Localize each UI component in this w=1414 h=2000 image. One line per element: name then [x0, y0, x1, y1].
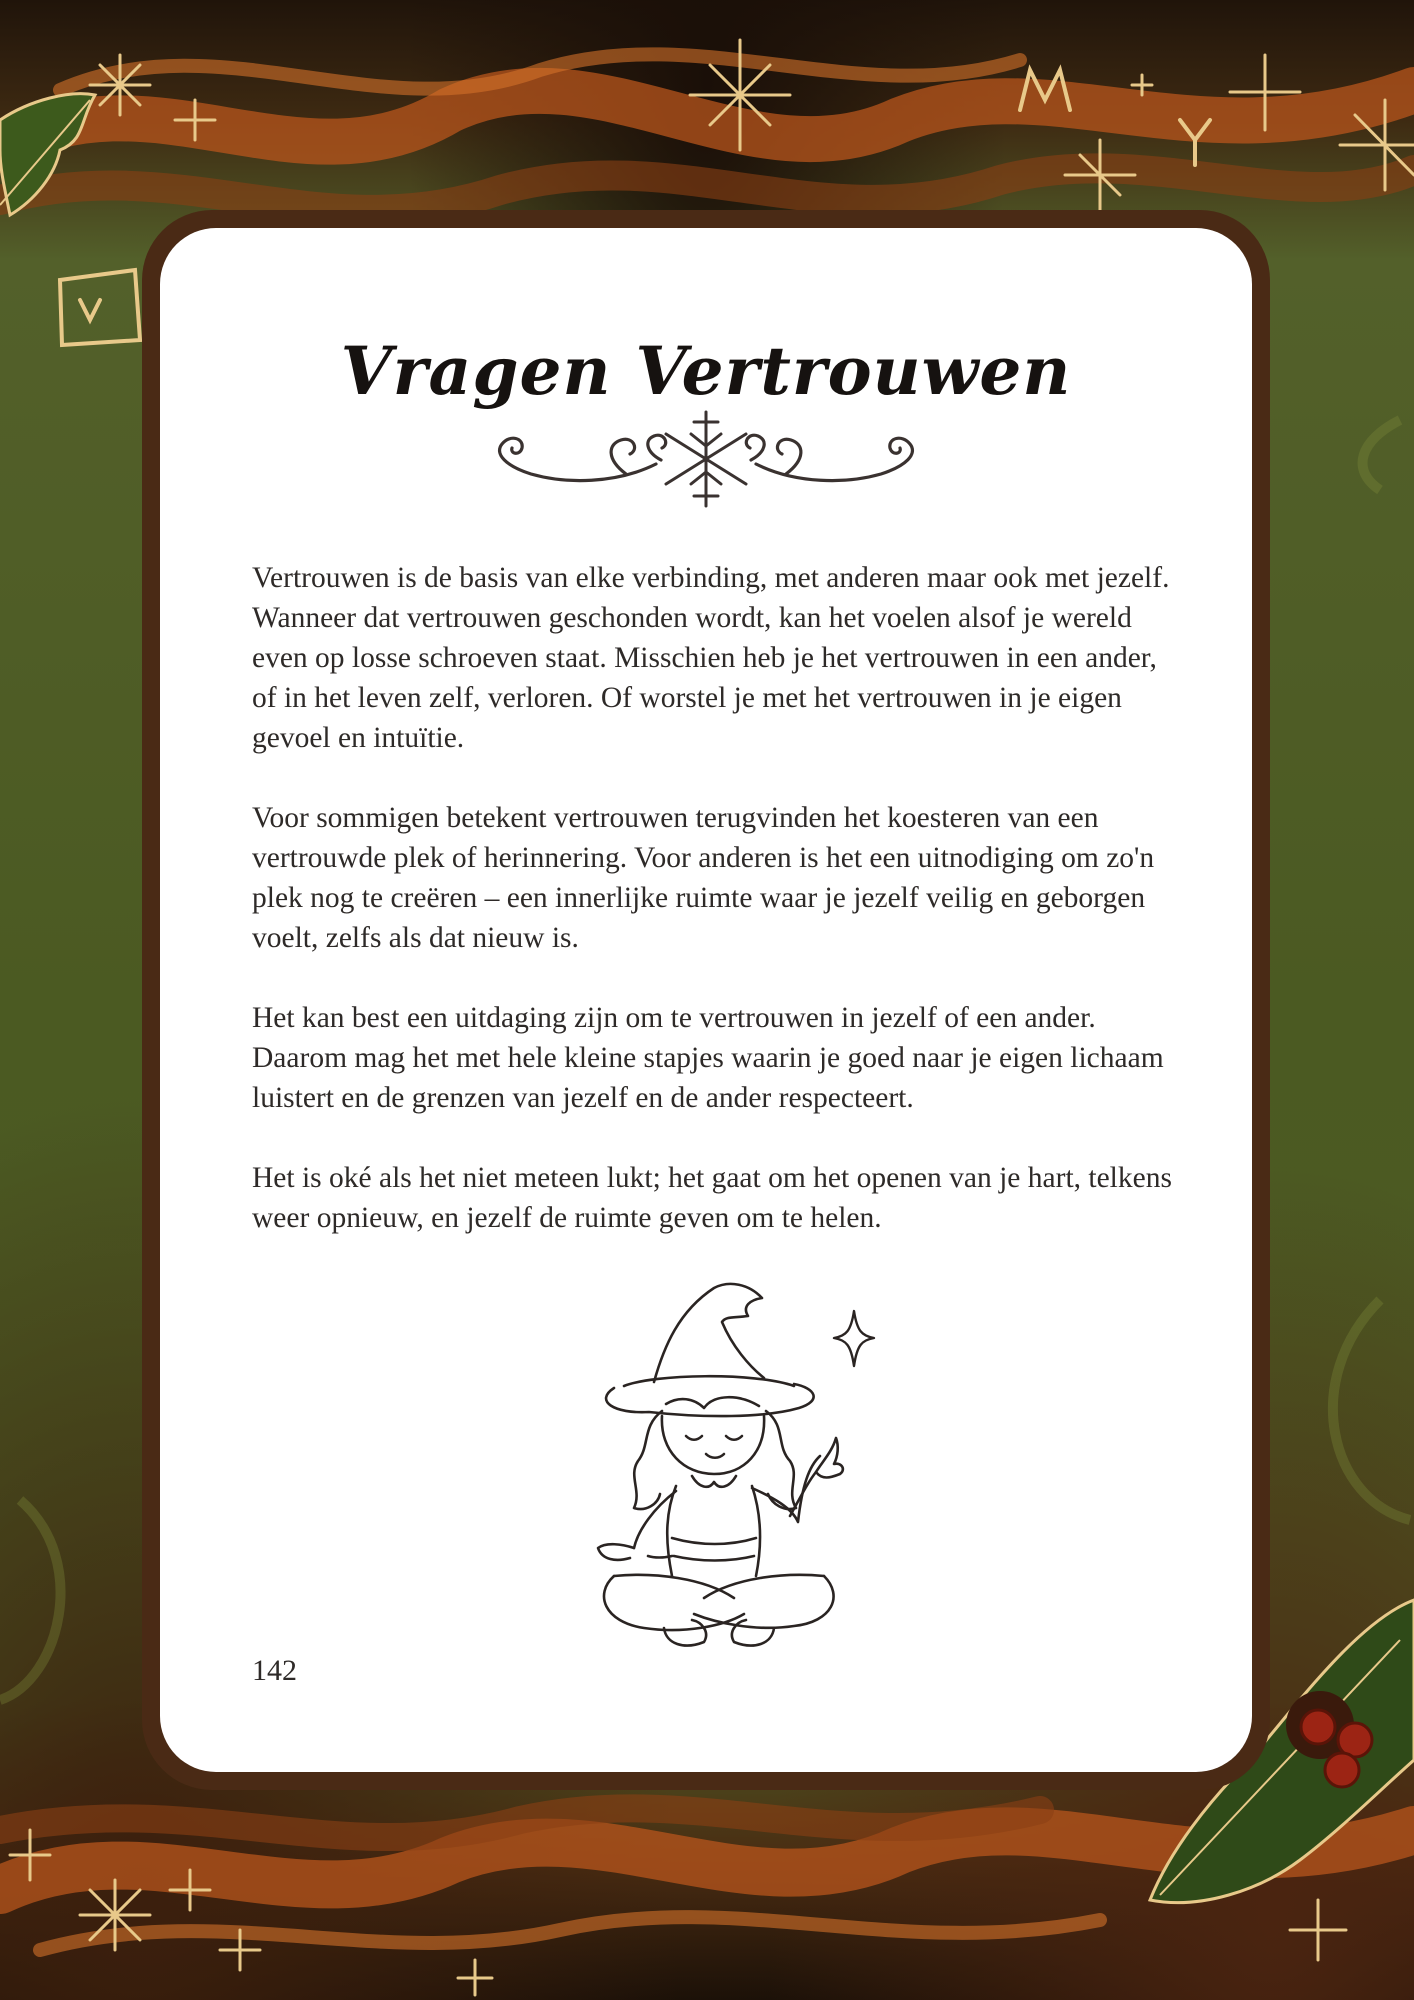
body-text — [252, 558, 1172, 1278]
paragraph-2: Voor sommigen betekent vertrouwen terugvinden het koesteren van een vertrouwde plek of herinnering. Voor anderen is het een uitnodiging om zo'n plek nog te creëren – een innerlijke ruimte waar je jezelf veilig en geborgen voelt, zelfs als dat nieuw is. — [252, 802, 1155, 954]
paragraph-4: Het is oké als het niet meteen lukt; het gaat om het openen van je hart, telkens weer opnieuw, en jezelf de ruimte geven om te helen. — [252, 1162, 1172, 1234]
page-title: Vragen Vertrouwen — [340, 332, 1072, 410]
page-card — [142, 210, 1270, 1790]
page-card-inner — [160, 228, 1252, 1772]
paragraph-3: Het kan best een uitdaging zijn om te vertrouwen in jezelf of een ander. Daarom mag het met hele kleine stapjes waarin je goed naar je eigen lichaam luistert en de grenzen van jezelf en de ander respecteert. — [252, 1002, 1164, 1114]
sparkle-icon — [834, 1311, 874, 1366]
meditating-witch-illustration — [554, 1276, 884, 1660]
page-number: 142 — [252, 1654, 297, 1687]
snowflake-divider-icon — [476, 404, 936, 514]
paragraph-1: Vertrouwen is de basis van elke verbinding, met anderen maar ook met jezelf. Wanneer dat vertrouwen geschonden wordt, kan het voelen alsof je wereld even op losse schroeven staat. Misschien heb je het vertrouwen in een ander, of in het leven zelf, verloren. Of worstel je met het vertrouwen in je eigen gevoel en intuïtie. — [252, 562, 1170, 754]
